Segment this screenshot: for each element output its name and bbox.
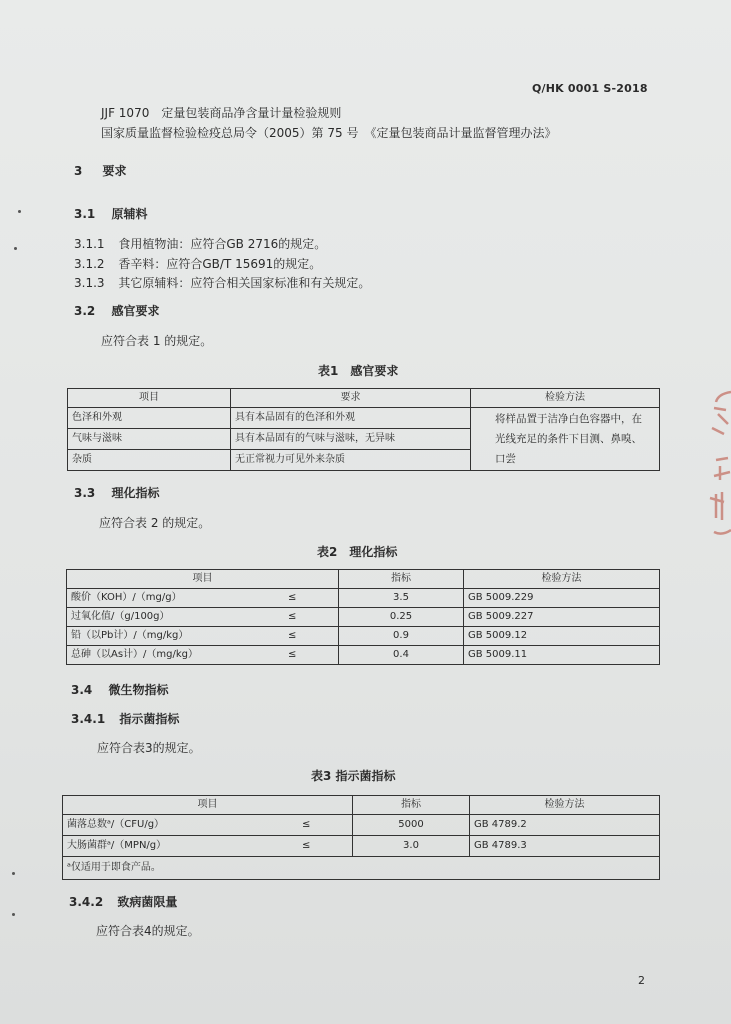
item-cell: 铅（以Pb计）/（mg/kg） [67,627,247,646]
clause-text: 香辛料：应符合GB/T 15691的规定。 [118,257,322,271]
section-3-4-2-body: 应符合表4的规定。 [96,924,200,938]
operator-cell: ≤ [261,815,353,836]
standard-code: Q/HK 0001 S-2018 [532,82,648,95]
header-cell: 指标 [339,570,464,589]
header-cell: 项目 [68,389,231,408]
clause-number: 3.1.1 [74,237,105,251]
item-cell: 色泽和外观 [68,408,231,429]
section-3-2-body: 应符合表 1 的规定。 [101,334,213,348]
value-cell: 0.4 [339,646,464,665]
header-cell: 检验方法 [464,570,660,589]
table-note-row [63,857,660,880]
value-cell: 0.9 [339,627,464,646]
table-1 [67,388,660,471]
item-cell: 杂质 [68,450,231,471]
method-cell: GB 5009.227 [464,608,660,627]
header-cell: 项目 [67,570,339,589]
value-cell: 3.0 [353,836,470,857]
table-header-row [68,389,660,408]
requirement-cell: 具有本品固有的色泽和外观 [231,408,471,429]
clause-text: 食用植物油：应符合GB 2716的规定。 [118,237,327,251]
clause-3-1-2 [74,255,321,272]
value-cell: 0.25 [339,608,464,627]
requirement-cell: 无正常视力可见外来杂质 [231,450,471,471]
item-cell: 总砷（以As计）/（mg/kg） [67,646,247,665]
section-number: 3.3 [74,486,96,500]
table-3 [62,795,660,880]
table-header-row [67,570,660,589]
item-cell: 酸价（KOH）/（mg/g） [67,589,247,608]
table-2-caption: 表2 理化指标 [317,545,398,559]
scan-speck [12,872,15,875]
table-row [67,589,660,608]
scan-speck [18,210,21,213]
clause-text: 其它原辅料：应符合相关国家标准和有关规定。 [118,276,371,290]
operator-cell: ≤ [247,589,339,608]
section-title: 理化指标 [111,486,160,500]
section-title: 原辅料 [111,207,148,221]
method-cell: GB 4789.3 [470,836,660,857]
section-title: 致病菌限量 [117,895,178,909]
item-cell: 菌落总数ᵃ/（CFU/g） [63,815,261,836]
method-cell: GB 4789.2 [470,815,660,836]
table-row [67,608,660,627]
table-row [63,836,660,857]
section-3-1-heading [74,205,147,222]
section-3-4-heading [71,681,168,698]
value-cell: 5000 [353,815,470,836]
item-cell: 气味与滋味 [68,429,231,450]
operator-cell: ≤ [247,627,339,646]
clause-number: 3.1.3 [74,276,105,290]
clause-number: 3.1.2 [74,257,105,271]
table-row [67,627,660,646]
reference-2: 国家质量监督检验检疫总局令（2005）第 75 号 《定量包装商品计量监督管理办法》 [101,126,557,140]
operator-cell: ≤ [247,646,339,665]
header-cell: 检验方法 [470,796,660,815]
value-cell: 3.5 [339,589,464,608]
section-number: 3 [74,164,83,178]
method-cell: GB 5009.229 [464,589,660,608]
table-row [68,408,660,429]
section-3-3-heading [74,484,159,501]
scan-speck [14,247,17,250]
section-number: 3.4.1 [71,712,106,726]
scan-speck [12,913,15,916]
section-title: 要求 [102,164,127,178]
page-number: 2 [638,974,645,987]
table-row [67,646,660,665]
header-cell: 检验方法 [471,389,660,408]
section-title: 微生物指标 [108,683,169,697]
section-number: 3.2 [74,304,96,318]
reference-1: JJF 1070 定量包装商品净含量计量检验规则 [101,106,342,120]
operator-cell: ≤ [261,836,353,857]
table-2 [66,569,660,665]
method-cell: GB 5009.12 [464,627,660,646]
section-3-2-heading [74,302,159,319]
clause-3-1-3 [74,274,370,291]
clause-3-1-1 [74,235,326,252]
section-number: 3.4 [71,683,93,697]
section-3-heading [74,162,127,179]
section-title: 指示菌指标 [119,712,180,726]
method-cell: GB 5009.11 [464,646,660,665]
operator-cell: ≤ [247,608,339,627]
section-number: 3.4.2 [69,895,104,909]
red-seal-edge [700,380,731,550]
section-title: 感官要求 [111,304,160,318]
header-cell: 要求 [231,389,471,408]
method-cell: 将样品置于洁净白色容器中，在光线充足的条件下目测、鼻嗅、口尝 [471,408,660,471]
table-note: ᵃ仅适用于即食产品。 [63,857,660,880]
section-3-4-1-heading [71,710,179,727]
section-3-3-body: 应符合表 2 的规定。 [99,516,211,530]
table-1-caption: 表1 感官要求 [318,364,399,378]
header-cell: 指标 [353,796,470,815]
header-cell: 项目 [63,796,353,815]
section-3-4-2-heading [69,893,177,910]
section-number: 3.1 [74,207,96,221]
table-header-row [63,796,660,815]
requirement-cell: 具有本品固有的气味与滋味，无异味 [231,429,471,450]
item-cell: 大肠菌群ᵃ/（MPN/g） [63,836,261,857]
table-3-caption: 表3 指示菌指标 [311,769,396,783]
item-cell: 过氧化值/（g/100g） [67,608,247,627]
table-row [63,815,660,836]
section-3-4-1-body: 应符合表3的规定。 [97,741,201,755]
